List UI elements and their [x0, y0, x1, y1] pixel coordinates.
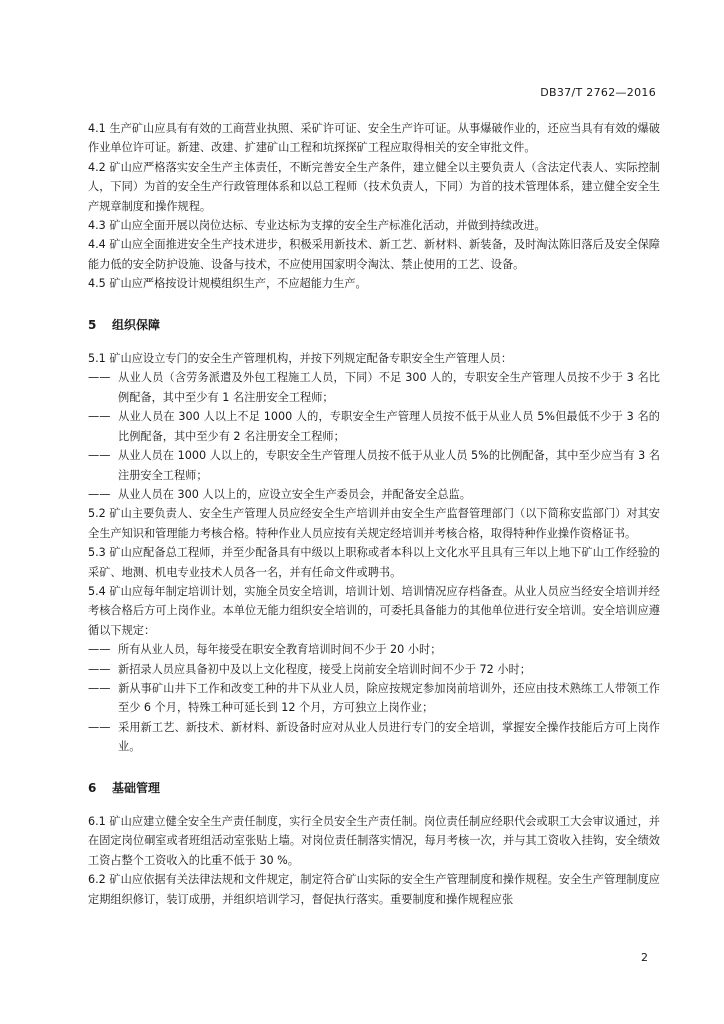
dash-marker: ——: [88, 643, 111, 657]
list-item: —— 从业人员在 300 人以上的，应设立安全生产委员会，并配备安全总监。: [88, 485, 660, 504]
clause-5-1: 5.1 矿山应设立专门的安全生产管理机构，并按下列规定配备专职安全生产管理人员：: [88, 352, 513, 366]
clause-6-2: 6.2 矿山应依据有关法律法规和文件规定，制定符合矿山实际的安全生产管理制度和操作规程。安全生产管理制度应定期组织修订，装订成册，并组织培训学习，督促执行落实。重要制度和操作规程应张: [88, 873, 660, 906]
list-item: —— 新从事矿山井下工作和改变工种的井下从业人员，除应按规定参加岗前培训外，还应由技术熟练工人带领工作至少 6 个月，特殊工种可延长到 12 个月，方可独立上岗作业；: [88, 679, 660, 718]
list-item: —— 从业人员在 300 人以上不足 1000 人的，专职安全生产管理人员按不低于从业人员 5%但最低不少于 3 名的比例配备，其中至少有 2 名注册安全工程师；: [88, 407, 660, 446]
dash-marker: ——: [88, 487, 111, 501]
dash-marker: ——: [88, 662, 111, 676]
section-6-number: 6: [88, 780, 97, 795]
section-5-number: 5: [88, 317, 97, 332]
standard-code: DB37/T 2762—2016: [540, 86, 656, 99]
dash-marker: ——: [88, 371, 111, 385]
clause-4-5: 4.5 矿山应严格按设计规模组织生产，不应超能力生产。: [88, 277, 367, 291]
list-item: —— 新招录人员应具备初中及以上文化程度，接受上岗前安全培训时间不少于 72 小时；: [88, 660, 660, 679]
dash-marker: ——: [88, 720, 111, 734]
document-body: [88, 119, 660, 909]
section-5-title: 组织保障: [112, 317, 161, 332]
clause-4-4: 4.4 矿山应全面推进安全生产技术进步，积极采用新技术、新工艺、新材料、新装备，及时淘汰陈旧落后及安全保障能力低的安全防护设施、设备与技术，不应使用国家明令淘汰、禁止使用的工艺、设备。: [88, 238, 660, 271]
list-item: —— 所有从业人员，每年接受在职安全教育培训时间不少于 20 小时；: [88, 640, 660, 659]
clause-6-1: 6.1 矿山应建立健全安全生产责任制度，实行全员安全生产责任制。岗位责任制应经职代会或职工大会审议通过，并在固定岗位硐室或者班组活动室张贴上墙。对岗位责任制落实情况，每月考核一次，并与其工资收入挂钩，安全绩效工资占整个工资收入的比重不低于 30 %。: [88, 815, 660, 867]
list-item: —— 从业人员（含劳务派遣及外包工程施工人员，下同）不足 300 人的，专职安全生产管理人员按不少于 3 名比例配备，其中至少有 1 名注册安全工程师；: [88, 368, 660, 407]
list-item: —— 采用新工艺、新技术、新材料、新设备时应对从业人员进行专门的安全培训，掌握安全操作技能后方可上岗作业。: [88, 718, 660, 757]
page-number: 2: [641, 951, 648, 964]
section-6-heading: [88, 779, 660, 798]
clause-4-2: 4.2 矿山应严格落实安全生产主体责任，不断完善安全生产条件，建立健全以主要负责人（含法定代表人、实际控制人，下同）为首的安全生产行政管理体系和以总工程师（技术负责人，下同）为首的技术管理体系，建立健全安全生产规章制度和操作规程。: [88, 160, 660, 213]
section-6-title: 基础管理: [112, 780, 161, 795]
dash-marker: ——: [88, 681, 111, 695]
dash-marker: ——: [88, 449, 111, 463]
clause-4-3: 4.3 矿山应全面开展以岗位达标、专业达标为支撑的安全生产标准化活动，并做到持续改进。: [88, 219, 546, 233]
clause-5-4: 5.4 矿山应每年制定培训计划，实施全员安全培训，培训计划、培训情况应存档备查。从业人员应当经安全培训并经考核合格后方可上岗作业。本单位无能力组织安全培训的，可委托具备能力的其他单位进行安全培训。安全培训应遵循以下规定：: [88, 584, 660, 637]
clause-5-2: 5.2 矿山主要负责人、安全生产管理人员应经安全生产培训并由安全生产监督管理部门（以下简称安监部门）对其安全生产知识和管理能力考核合格。特种作业人员应按有关规定经培训并考核合格，取得特种作业操作资格证书。: [88, 507, 660, 540]
section-5-heading: [88, 316, 660, 335]
clause-4-1: 4.1 生产矿山应具有有效的工商营业执照、采矿许可证、安全生产许可证。从事爆破作业的，还应当具有有效的爆破作业单位许可证。新建、改建、扩建矿山工程和坑探探矿工程应取得相关的安全审批文件。: [88, 122, 660, 155]
dash-marker: ——: [88, 410, 111, 424]
clause-5-3: 5.3 矿山应配备总工程师，并至少配备具有中级以上职称或者本科以上文化水平且具有三年以上地下矿山工作经验的采矿、地测、机电专业技术人员各一名，并有任命文件或聘书。: [88, 546, 660, 579]
list-item: —— 从业人员在 1000 人以上的，专职安全生产管理人员按不低于从业人员 5%的比例配备，其中至少应当有 3 名注册安全工程师；: [88, 446, 660, 485]
